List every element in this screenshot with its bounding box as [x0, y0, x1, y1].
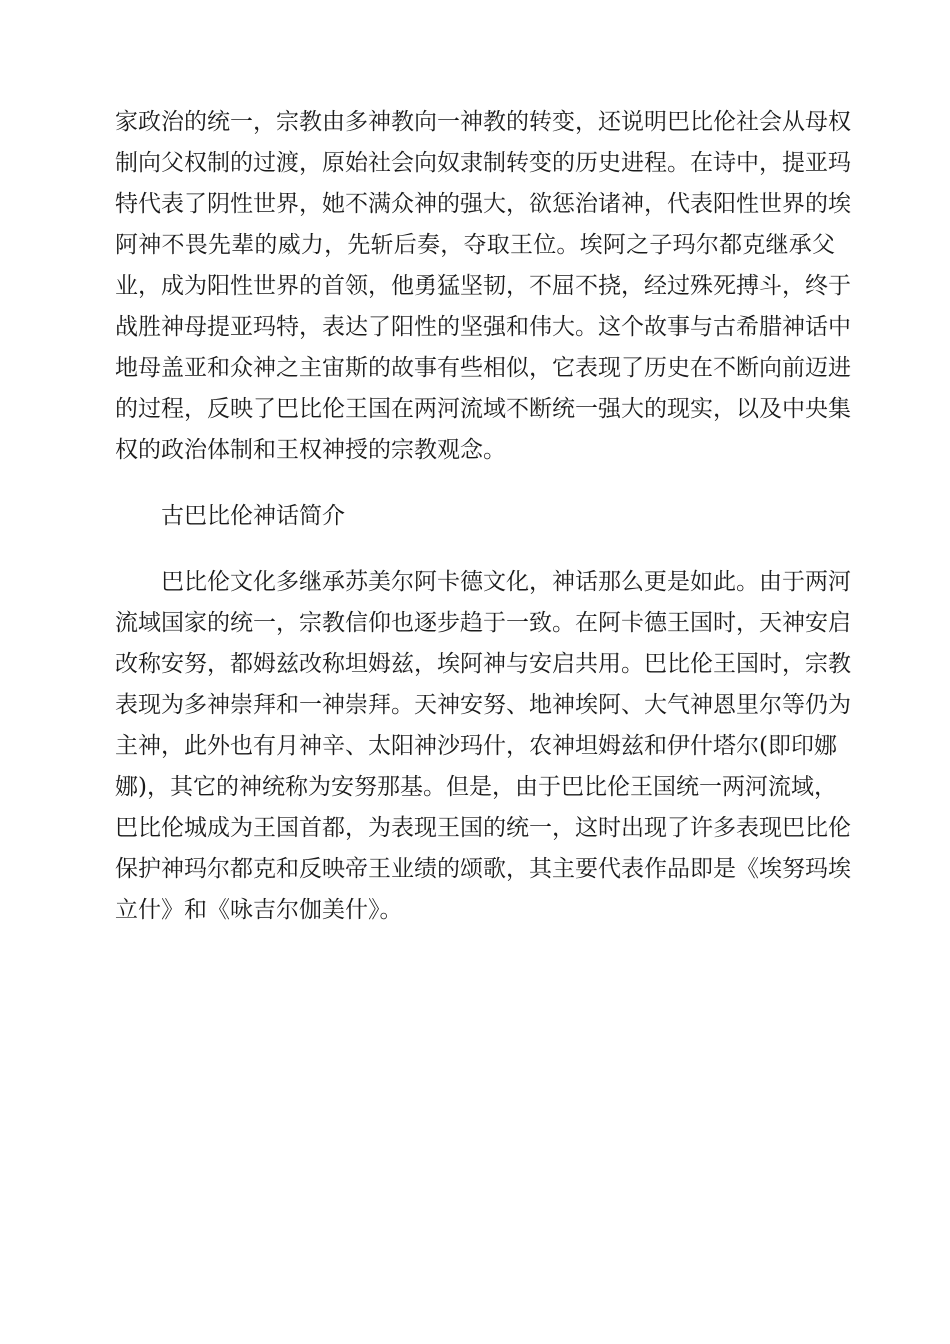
section-heading: 古巴比伦神话简介 — [161, 503, 345, 529]
paragraph-line: 权的政治体制和王权神授的宗教观念。 — [115, 437, 506, 463]
paragraph-line: 的过程，反映了巴比伦王国在两河流域不断统一强大的现实，以及中央集 — [115, 396, 851, 422]
paragraph-spacer — [115, 537, 835, 562]
paragraph-line: 阿神不畏先辈的威力，先斩后奏，夺取王位。埃阿之子玛尔都克继承父 — [115, 232, 835, 258]
paragraph-line: 特代表了阴性世界，她不满众神的强大，欲惩治诸神，代表阳性世界的埃 — [115, 191, 851, 217]
paragraph-line: 保护神玛尔都克和反映帝王业绩的颂歌，其主要代表作品即是《埃努玛埃 — [115, 856, 851, 882]
document-body — [115, 102, 851, 931]
section-heading-block — [115, 496, 835, 537]
paragraph-line: 娜)，其它的神统称为安努那基。但是，由于巴比伦王国统一两河流域， — [115, 774, 837, 800]
paragraph-line: 立什》和《咏吉尔伽美什》。 — [115, 897, 403, 923]
paragraph-line: 巴比伦文化多继承苏美尔阿卡德文化，神话那么更是如此。由于两河 — [161, 569, 851, 595]
paragraph-line: 巴比伦城成为王国首都，为表现王国的统一，这时出现了许多表现巴比伦 — [115, 815, 851, 841]
paragraph-line: 家政治的统一，宗教由多神教向一神教的转变，还说明巴比伦社会从母权 — [115, 109, 851, 135]
paragraph-line: 地母盖亚和众神之主宙斯的故事有些相似，它表现了历史在不断向前迈进 — [115, 355, 851, 381]
paragraph-line: 表现为多神崇拜和一神崇拜。天神安努、地神埃阿、大气神恩里尔等仍为 — [115, 692, 851, 718]
paragraph-line: 流域国家的统一，宗教信仰也逐步趋于一致。在阿卡德王国时，天神安启 — [115, 610, 851, 636]
paragraph-spacer — [115, 471, 835, 496]
paragraph-line: 业，成为阳性世界的首领，他勇猛坚韧，不屈不挠，经过殊死搏斗，终于 — [115, 273, 851, 299]
paragraph-line: 制向父权制的过渡，原始社会向奴隶制转变的历史进程。在诗中，提亚玛 — [115, 150, 851, 176]
paragraph-line: 战胜神母提亚玛特，表达了阳性的坚强和伟大。这个故事与古希腊神话中 — [115, 314, 851, 340]
paragraph-intro — [115, 562, 851, 931]
paragraph-continuation — [115, 102, 851, 471]
paragraph-line: 主神，此外也有月神辛、太阳神沙玛什，农神坦姆兹和伊什塔尔(即印娜 — [115, 733, 837, 759]
paragraph-line: 改称安努，都姆兹改称坦姆兹，埃阿神与安启共用。巴比伦王国时，宗教 — [115, 651, 851, 677]
